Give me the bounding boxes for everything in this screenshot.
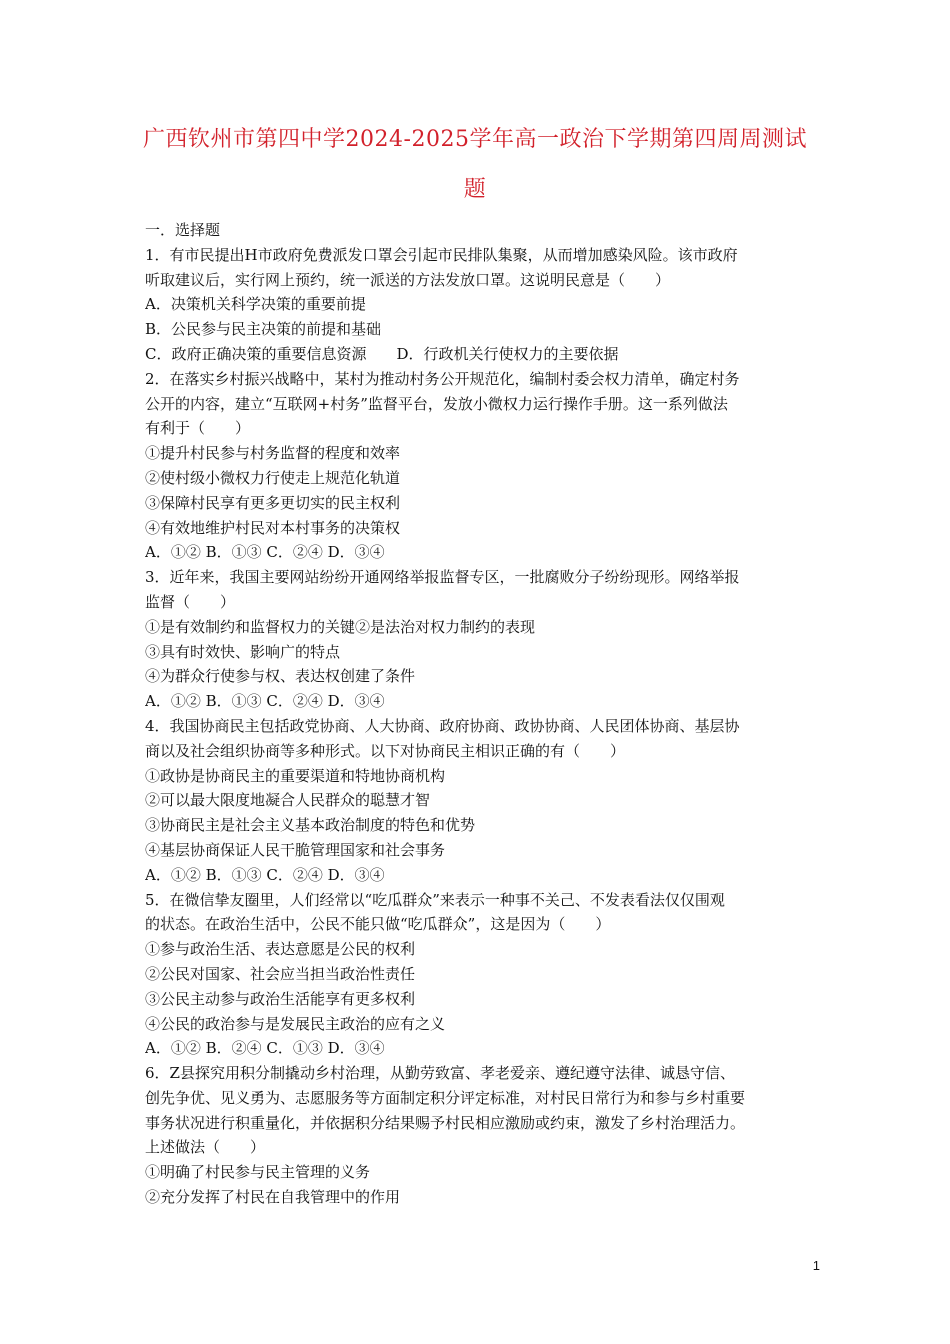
text-line: 有利于（ ） [145, 419, 251, 438]
text-line: 上述做法（ ） [145, 1138, 266, 1157]
text-line: 监督（ ） [145, 592, 236, 611]
text-line: 4．我国协商民主包括政党协商、人大协商、政府协商、政协协商、人民团体协商、基层协 [145, 716, 740, 735]
text-line: 1．有市民提出H市政府免费派发口罩会引起市民排队集聚，从而增加感染风险。该市政府 [145, 245, 738, 264]
text-line: A．①② B．①③ C．②④ D．③④ [145, 543, 385, 562]
text-line: ④基层协商保证人民干脆管理国家和社会事务 [145, 840, 446, 859]
text-line: A．①② B．②④ C．①③ D．③④ [145, 1039, 385, 1058]
text-line: ②可以最大限度地凝合人民群众的聪慧才智 [145, 791, 431, 810]
document-title-line-1: 广西钦州市第四中学2024-2025学年高一政治下学期第四周周测试 [143, 127, 807, 152]
text-line: ②公民对国家、社会应当担当政治性责任 [145, 964, 416, 983]
text-line: ③保障村民享有更多更切实的民主权利 [145, 493, 401, 512]
text-line: 5．在微信挚友圈里，人们经常以“吃瓜群众”来表示一种事不关己、不发表看法仅仅围观 [145, 890, 725, 909]
text-line: A．①② B．①③ C．②④ D．③④ [145, 865, 385, 884]
text-line: A．①② B．①③ C．②④ D．③④ [145, 692, 385, 711]
text-line: ②使村级小微权力行使走上规范化轨道 [145, 468, 401, 487]
text-line: 6．Z县探究用积分制撬动乡村治理，从勤劳致富、孝老爱亲、遵纪遵守法律、诚恳守信、 [145, 1064, 735, 1083]
document-title-line-2: 题 [463, 177, 487, 202]
text-line: ③协商民主是社会主义基本政治制度的特色和优势 [145, 816, 476, 835]
text-line: ①政协是协商民主的重要渠道和特地协商机构 [145, 766, 446, 785]
text-line: ①提升村民参与村务监督的程度和效率 [145, 444, 401, 463]
text-line: ①是有效制约和监督权力的关键②是法治对权力制约的表现 [145, 617, 536, 636]
text-line: 事务状况进行积重量化，并依据积分结果赐予村民相应激励或约束，激发了乡村治理活力。 [145, 1113, 746, 1132]
text-line: B．公民参与民主决策的前提和基础 [145, 320, 382, 339]
text-line: ①明确了村民参与民主管理的义务 [145, 1163, 371, 1182]
text-line: 的状态。在政治生活中，公民不能只做“吃瓜群众”，这是因为（ ） [145, 915, 611, 934]
document-body [145, 218, 810, 1210]
text-line: 商以及社会组织协商等多种形式。以下对协商民主相识正确的有（ ） [145, 741, 626, 760]
text-line: 听取建议后，实行网上预约，统一派送的方法发放口罩。这说明民意是（ ） [145, 270, 671, 289]
text-line: ④公民的政治参与是发展民主政治的应有之义 [145, 1014, 446, 1033]
text-line: 公开的内容，建立“互联网+村务”监督平台，发放小微权力运行操作手册。这一系列做法 [145, 394, 728, 413]
text-line: ④为群众行使参与权、表达权创建了条件 [145, 667, 416, 686]
text-line: ①参与政治生活、表达意愿是公民的权利 [145, 940, 416, 959]
text-line: 3．近年来，我国主要网站纷纷开通网络举报监督专区，一批腐败分子纷纷现形。网络举报 [145, 568, 740, 587]
text-line: ③具有时效快、影响广的特点 [145, 642, 341, 661]
section-heading: 一．选择题 [145, 221, 221, 239]
page-number: 1 [812, 1258, 820, 1273]
text-line: ②充分发挥了村民在自我管理中的作用 [145, 1188, 401, 1207]
text-line: C．政府正确决策的重要信息资源 D．行政机关行使权力的主要依据 [145, 344, 619, 363]
text-line: 创先争优、见义勇为、志愿服务等方面制定积分评定标准，对村民日常行为和参与乡村重要 [145, 1088, 746, 1107]
text-line: A．决策机关科学决策的重要前提 [145, 295, 366, 314]
text-line: ③公民主动参与政治生活能享有更多权利 [145, 989, 416, 1008]
text-line: ④有效地维护村民对本村事务的决策权 [145, 518, 401, 537]
text-line: 2．在落实乡村振兴战略中，某村为推动村务公开规范化，编制村委会权力清单，确定村务 [145, 369, 740, 388]
